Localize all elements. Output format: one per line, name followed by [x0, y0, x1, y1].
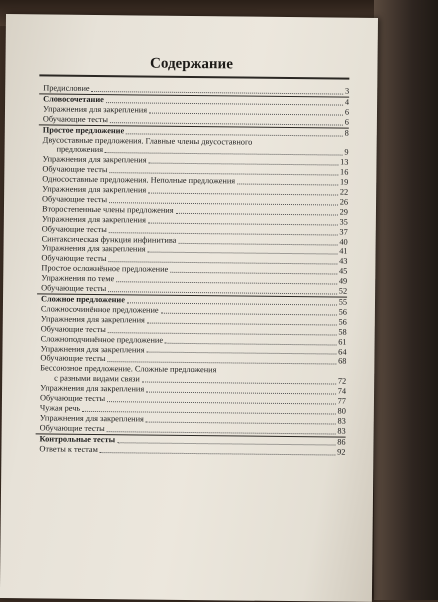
toc-entry-label: Словосочетание	[43, 94, 104, 104]
toc-entry-label: Односоставные предложения. Неполные предложения	[42, 174, 236, 186]
toc-entry	[39, 444, 345, 457]
toc-entry-page: 3	[345, 86, 350, 96]
toc-entry-label: Упражнения для закрепления	[40, 383, 145, 394]
toc-entry-page: 13	[340, 157, 349, 167]
toc-entry-page: 80	[337, 406, 346, 416]
toc-entry-page: 16	[340, 167, 349, 177]
toc-entry-page: 61	[338, 337, 347, 347]
toc-entry-page: 45	[338, 266, 348, 276]
toc-entry-label: Контрольные тесты	[39, 434, 116, 444]
toc-entry-label: Второстепенные члены предложения	[41, 204, 174, 215]
toc-entry-page: 22	[339, 187, 349, 197]
toc-entry-page: 55	[338, 297, 348, 307]
toc-entry-page: 77	[337, 396, 347, 406]
toc-entry-label: Упражнения для закрепления	[40, 343, 145, 355]
toc-entry-label: Обучающие тесты	[40, 353, 106, 364]
toc-entry-page: 9	[344, 148, 349, 158]
toc-entry-label: Ответы к тестам	[39, 444, 98, 454]
table-of-contents	[39, 83, 349, 457]
toc-entry-page: 37	[339, 227, 348, 237]
toc-entry-page: 92	[337, 447, 346, 457]
toc-entry-label: Упражнения для закрепления	[39, 413, 144, 424]
toc-entry-label: Чужая речь	[39, 403, 81, 413]
toc-entry-page: 6	[344, 117, 349, 127]
toc-entry-label: Упражнения для закрепления	[41, 214, 146, 225]
book-page	[0, 14, 378, 602]
toc-entry-label: Упражнения для закрепления	[42, 104, 148, 115]
toc-entry-label: Синтаксическая функция инфинитива	[41, 234, 177, 245]
toc-entry-page: 29	[339, 207, 349, 217]
toc-entry-label: Упражнения по теме	[41, 273, 115, 284]
toc-entry-page: 52	[338, 286, 348, 296]
toc-entry-page: 72	[337, 376, 347, 386]
toc-entry-label: Обучающие тесты	[39, 393, 106, 404]
toc-entry-page: 68	[338, 357, 347, 367]
toc-entry-page: 4	[344, 97, 350, 107]
toc-entry-label: Упражнения для закрепления	[42, 184, 147, 195]
toc-entry-page: 43	[339, 256, 348, 267]
toc-leader-dots	[100, 451, 335, 455]
toc-entry-label: Упражнения для закрепления	[41, 243, 146, 255]
toc-entry-page: 56	[338, 317, 347, 327]
toc-entry-page: 8	[344, 128, 349, 138]
toc-entry-label: Сложное предложение	[40, 294, 125, 305]
toc-entry-label: Обучающие тесты	[41, 224, 107, 234]
toc-leader-dots	[161, 312, 337, 316]
toc-entry-page: 64	[338, 347, 347, 357]
toc-entry-label: Обучающие тесты	[42, 194, 108, 205]
toc-entry-label: Обучающие тесты	[42, 114, 109, 124]
toc-entry-label: Обучающие тесты	[42, 164, 108, 175]
toc-entry-label: Упражнения для закрепления	[40, 314, 145, 325]
toc-entry-label: Сложносочинённое предложение	[40, 304, 159, 315]
toc-entry-page: 41	[339, 247, 348, 257]
toc-entry-page: 56	[338, 307, 347, 317]
toc-entry-label: с разными видами связи	[54, 373, 140, 384]
toc-entry-label: Обучающие тесты	[41, 253, 107, 264]
toc-entry-page: 83	[337, 426, 346, 436]
toc-entry-page: 26	[339, 197, 349, 207]
toc-leader-dots	[178, 241, 337, 245]
toc-entry-label: Обучающие тесты	[39, 423, 105, 433]
toc-leader-dots	[170, 271, 337, 275]
toc-entry-label: Простое предложение	[42, 125, 125, 135]
toc-entry-page: 83	[337, 416, 346, 426]
toc-entry-page: 6	[344, 107, 350, 117]
toc-entry-page: 49	[338, 276, 348, 286]
toc-entry-page: 58	[338, 327, 347, 337]
title-rule-top	[39, 74, 349, 79]
toc-entry-label: Обучающие тесты	[40, 324, 106, 334]
toc-entry-label: Упражнения для закрепления	[42, 154, 147, 165]
toc-leader-dots	[176, 212, 338, 216]
toc-entry-label: предложения	[56, 145, 104, 155]
toc-entry-label: Простое осложнённое предложение	[41, 263, 169, 275]
toc-entry-label: Сложноподчинённое предложение	[40, 334, 164, 345]
toc-leader-dots	[165, 341, 336, 345]
page-title: Содержание	[150, 55, 233, 73]
toc-leader-dots	[237, 183, 338, 186]
toc-entry-page: 35	[339, 217, 348, 227]
toc-entry-page: 40	[339, 237, 348, 247]
toc-entry-page: 86	[337, 437, 346, 447]
toc-entry-label: Предисловие	[43, 83, 90, 93]
toc-entry-page: 74	[337, 386, 347, 396]
book-edge	[374, 0, 438, 600]
toc-entry-page: 19	[339, 177, 349, 187]
toc-entry-label: Бессоюзное предложение. Сложные предложения	[40, 363, 217, 375]
toc-entry-label: Двусоставные предложения. Главные члены двусоставного	[42, 134, 253, 147]
toc-entry-label: Обучающие тесты	[41, 283, 107, 294]
